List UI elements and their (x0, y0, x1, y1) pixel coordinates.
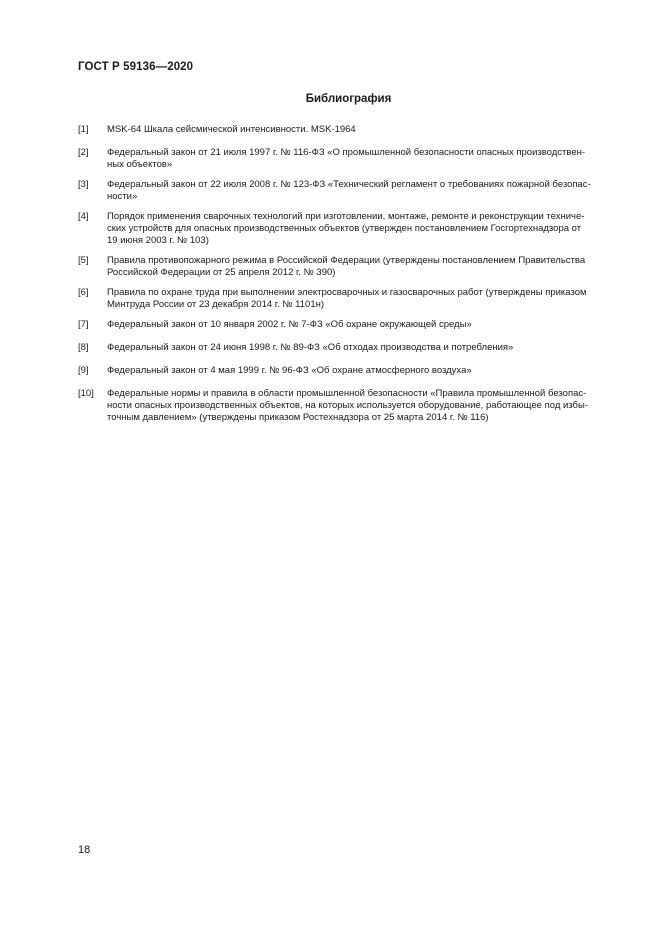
reference-number: [2] (78, 147, 89, 158)
reference-line: Федеральный закон от 10 января 2002 г. № 7-ФЗ «Об охране окружающей среды» (107, 319, 472, 330)
reference-number: [6] (78, 287, 89, 298)
reference-number: [7] (78, 319, 89, 330)
reference-text (107, 147, 620, 171)
page-number: 18 (78, 844, 91, 856)
section-title: Библиография (305, 93, 392, 105)
reference-number: [10] (78, 388, 94, 399)
reference-number: [3] (78, 179, 89, 190)
reference-item (78, 319, 620, 331)
reference-item (78, 211, 620, 247)
reference-line: Федеральный закон от 21 июля 1997 г. № 116-ФЗ «О промышленной безопасности опасных производствен- (107, 147, 586, 158)
reference-line: Правила по охране труда при выполнении электросварочных и газосварочных работ (утверждены приказом (107, 287, 587, 298)
reference-line: Российской Федерации от 25 апреля 2012 г. № 390) (107, 267, 336, 278)
reference-item (78, 342, 620, 354)
reference-text (107, 388, 620, 424)
reference-text (107, 124, 620, 136)
reference-text (107, 211, 620, 247)
reference-line: точным давлением» (утверждены приказом Ростехнадзора от 25 марта 2014 г. № 116) (107, 412, 489, 423)
reference-line: Федеральные нормы и правила в области промышленной безопасности «Правила промышленной безопас- (107, 388, 587, 399)
reference-item (78, 365, 620, 377)
reference-line: ности опасных производственных объектов, на которых используется оборудование, работающее под избы- (107, 400, 588, 411)
reference-line: Федеральный закон от 22 июля 2008 г. № 123-ФЗ «Технический регламент о требованиях пожарной безопас- (107, 179, 591, 190)
reference-item (78, 255, 620, 279)
reference-number: [1] (78, 124, 89, 135)
reference-line: Минтруда России от 23 декабря 2014 г. № 1101н) (107, 299, 325, 310)
reference-line: Порядок применения сварочных технологий при изготовлении, монтаже, ремонте и реконструкции техниче- (107, 211, 585, 222)
reference-number: [5] (78, 255, 89, 266)
reference-item (78, 287, 620, 311)
reference-item (78, 179, 620, 203)
reference-text (107, 365, 620, 377)
reference-text (107, 255, 620, 279)
reference-item (78, 388, 620, 424)
reference-line: Федеральный закон от 4 мая 1999 г. № 96-ФЗ «Об охране атмосферного воздуха» (107, 365, 472, 376)
reference-item (78, 147, 620, 171)
reference-line: ных объектов» (107, 159, 173, 170)
reference-number: [8] (78, 342, 89, 353)
reference-item (78, 124, 620, 136)
reference-line: ности» (107, 191, 138, 202)
reference-text (107, 342, 620, 354)
reference-number: [9] (78, 365, 89, 376)
reference-line: MSK-64 Шкала сейсмической интенсивности. MSK-1964 (107, 124, 356, 135)
reference-line: 19 июня 2003 г. № 103) (107, 235, 209, 246)
document-header: ГОСТ Р 59136—2020 (78, 61, 194, 73)
reference-line: ских устройств для опасных производственных объектов (утвержден постановлением Госгортехнадзора от (107, 223, 582, 234)
reference-text (107, 179, 620, 203)
reference-line: Правила противопожарного режима в Российской Федерации (утверждены постановлением Правительства (107, 255, 586, 266)
reference-text (107, 319, 620, 331)
reference-text (107, 287, 620, 311)
reference-line: Федеральный закон от 24 июня 1998 г. № 89-ФЗ «Об отходах производства и потребления» (107, 342, 514, 353)
reference-number: [4] (78, 211, 89, 222)
